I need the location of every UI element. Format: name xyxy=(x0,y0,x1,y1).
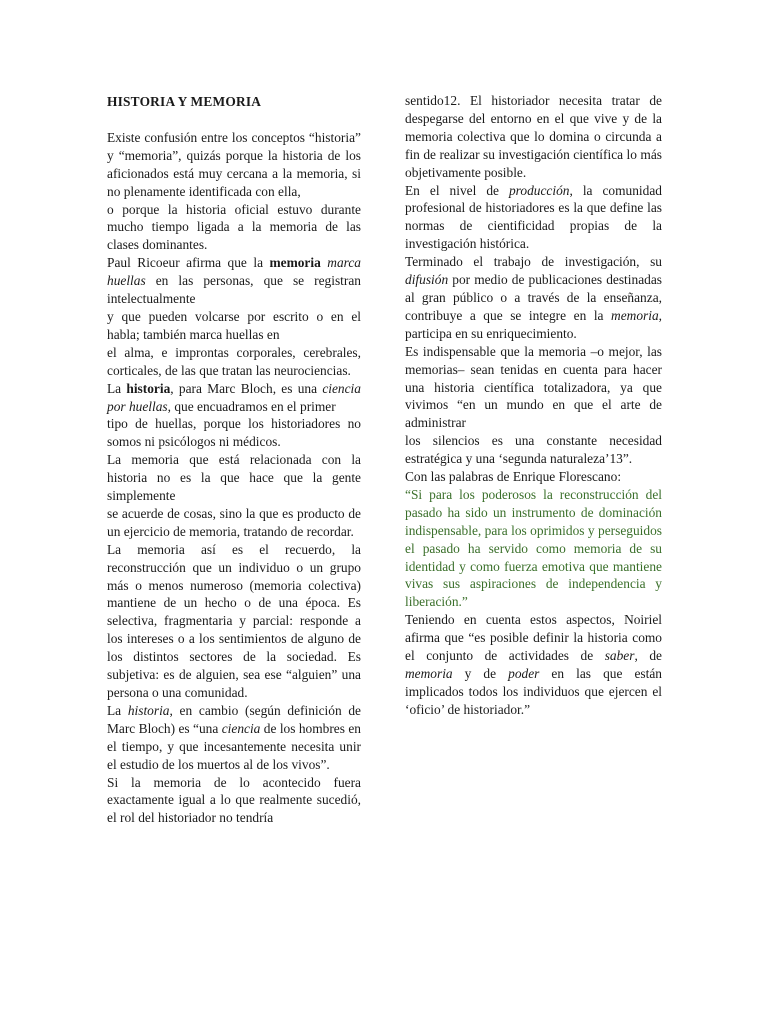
italic-term: memoria xyxy=(611,307,659,323)
paragraph xyxy=(107,451,361,505)
text: Paul Ricoeur afirma que la xyxy=(107,255,270,271)
italic-term: memoria xyxy=(405,666,453,681)
paragraph xyxy=(107,541,361,702)
text: , en cambio (según definición de Marc Bloch) es “una xyxy=(107,702,361,736)
text: tipo de huellas, porque los historiadores no somos ni psicólogos ni médicos. xyxy=(107,416,361,450)
paragraph xyxy=(107,505,361,541)
text: , participa en su enriquecimiento. xyxy=(405,307,662,341)
italic-term: historia xyxy=(127,702,170,718)
paragraph xyxy=(107,344,361,380)
italic-term: poder xyxy=(508,666,540,681)
paragraph xyxy=(107,702,361,774)
text: por medio de publicaciones destinadas al gran público o a través de la enseñanza, contribuye a que se integre en la xyxy=(405,272,662,323)
text: Es indispensable que la memoria –o mejor, las memorias– sean tenidas en cuenta para hacer una historia científica totalizadora, ya que vivimos “en un mundo en que el arte de administrar xyxy=(405,343,662,431)
text: Teniendo en cuenta estos aspectos, Noiriel afirma que “es posible definir la historia como el conjunto de actividades de xyxy=(405,612,662,664)
paragraph xyxy=(405,92,662,182)
italic-term: ciencia xyxy=(221,720,261,736)
text: , para Marc Bloch, es una xyxy=(170,380,323,396)
text: En el nivel de xyxy=(405,182,509,198)
paragraph xyxy=(107,254,361,308)
text: , de xyxy=(634,648,662,664)
text: La xyxy=(107,702,128,718)
left-column xyxy=(107,92,361,827)
italic-term: difusión xyxy=(405,272,449,288)
paragraph xyxy=(405,343,662,433)
paragraph xyxy=(107,308,361,344)
paragraph xyxy=(107,415,361,451)
right-column xyxy=(405,92,662,719)
text: La xyxy=(107,380,127,396)
text: de los hombres en el tiempo, y que incesantemente necesita unir el estudio de los muertos al de los vivos”. xyxy=(107,720,361,772)
text: y de xyxy=(452,666,509,681)
text: se acuerde de cosas, sino la que es producto de un ejercicio de memoria, tratando de recordar. xyxy=(107,505,361,539)
text: sentido12. El historiador necesita tratar de despegarse del entorno en el que vive y de la memoria colectiva que lo domina o circunda a fin de realizar su investigación científica lo más objetivamente posible. xyxy=(405,93,662,180)
bold-term: historia xyxy=(126,380,171,396)
italic-term: producción xyxy=(508,182,570,198)
text: y que pueden volcarse por escrito o en el habla; también marca huellas en xyxy=(107,308,361,342)
paragraph xyxy=(405,432,662,468)
text: o porque la historia oficial estuvo durante mucho tiempo ligada a la memoria de las clases dominantes. xyxy=(107,201,361,253)
paragraph xyxy=(405,182,662,254)
bold-term: memoria xyxy=(269,255,321,271)
paragraph xyxy=(107,201,361,255)
text: Si la memoria de lo acontecido fuera exactamente igual a lo que realmente sucedió, el rol del historiador no tendría xyxy=(107,774,361,826)
text: Terminado el trabajo de investigación, su xyxy=(405,254,662,270)
text: La memoria así es el recuerdo, la reconstrucción que un individuo o un grupo más o menos numeroso (memoria colectiva) mantiene de un hecho o de una época. Es selectiva, fragmentaria y parcial: responde a los intereses o a los sentimientos de alguno de los distintos sectores de la sociedad. Es subjetiva: es de alguien, sea ese “alguien” una persona o una comunidad. xyxy=(107,541,361,700)
italic-term: marca huellas xyxy=(107,255,361,289)
text: en las que están implicados todos los individuos que ejercen el ‘oficio’ de historiador.” xyxy=(405,666,662,717)
text: , la comunidad profesional de historiadores es la que define las normas de cientificidad propias de la investigación histórica. xyxy=(405,182,662,252)
paragraph xyxy=(107,129,361,201)
text: Con las palabras de Enrique Florescano: xyxy=(405,469,622,485)
text: el alma, e improntas corporales, cerebrales, corticales, de las que tratan las neurociencias. xyxy=(107,344,361,378)
paragraph xyxy=(107,774,361,828)
italic-term: saber xyxy=(604,648,635,664)
text: Existe confusión entre los conceptos “historia” y “memoria”, quizás porque la historia de los aficionados está muy cercana a la memoria, si no plenamente identificada con ella, xyxy=(107,129,361,199)
text: los silencios es una constante necesidad estratégica y una ‘segunda naturaleza’13”. xyxy=(405,433,662,467)
quote-text: “Si para los poderosos la reconstrucción del pasado ha sido un instrumento de dominación indispensable, para los oprimidos y perseguidos el pasado ha servido como memoria de su identidad y como fuerza emotiva que mantiene vivas sus aspiraciones de independencia y liberación.” xyxy=(405,486,662,610)
italic-term: ciencia por huellas xyxy=(107,380,361,414)
document-title: HISTORIA Y MEMORIA xyxy=(107,94,262,109)
quote-florescano xyxy=(405,486,662,611)
paragraph xyxy=(405,253,662,343)
text: , que encuadramos en el primer xyxy=(167,398,336,414)
text: en las personas, que se registran intelectualmente xyxy=(107,273,361,307)
paragraph xyxy=(405,468,662,486)
paragraph xyxy=(107,380,361,416)
paragraph xyxy=(405,611,662,718)
text: La memoria que está relacionada con la historia no es la que hace que la gente simplemente xyxy=(107,452,361,504)
